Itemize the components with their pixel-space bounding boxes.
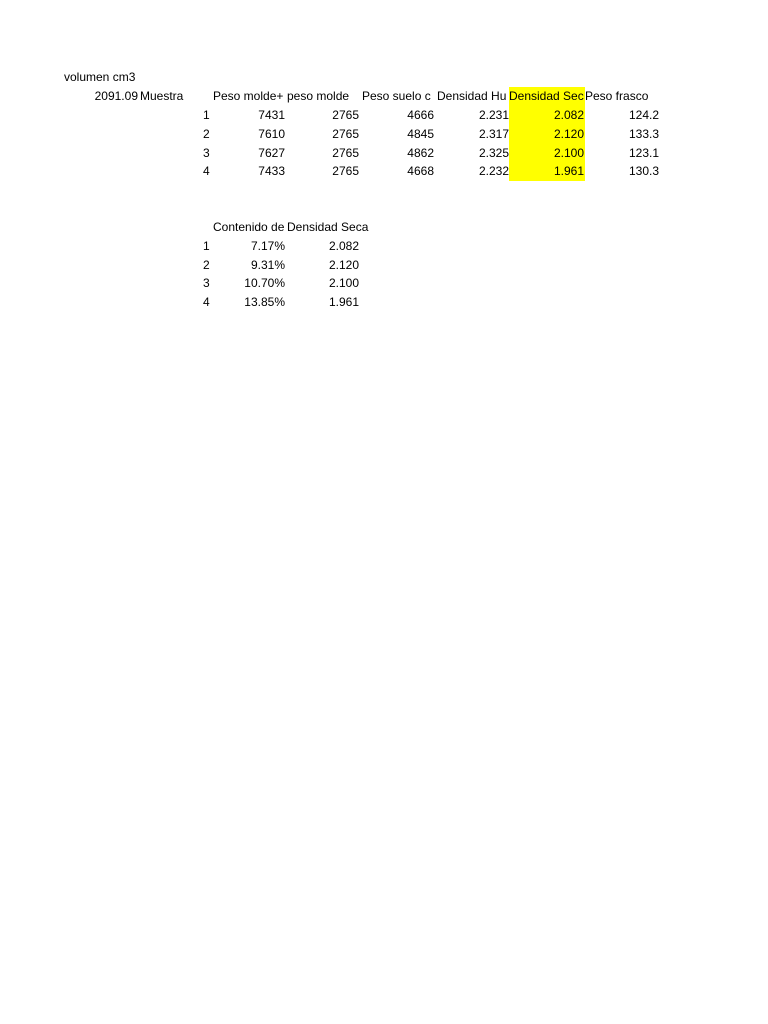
volume-value: 2091.09 bbox=[94, 89, 138, 103]
row-number: 1 bbox=[203, 108, 210, 122]
cell-densidad-humeda: 2.317 bbox=[478, 127, 509, 141]
cell-peso-suelo: 4668 bbox=[407, 164, 434, 178]
cell-contenido: 9.31% bbox=[250, 258, 285, 272]
row-number: 2 bbox=[203, 127, 210, 141]
header-peso-molde-mas: Peso molde+ bbox=[213, 89, 284, 103]
cell-peso-suelo: 4862 bbox=[407, 146, 434, 160]
cell-densidad-seca: 2.100 bbox=[509, 144, 585, 163]
cell-peso-frasco: 130.3 bbox=[628, 164, 659, 178]
cell-densidad-humeda: 2.325 bbox=[478, 146, 509, 160]
row-number: 4 bbox=[203, 295, 210, 309]
cell-peso-suelo: 4666 bbox=[407, 108, 434, 122]
cell-peso-molde: 2765 bbox=[332, 146, 359, 160]
header-densidad-seca-2: Densidad Seca bbox=[287, 220, 369, 234]
cell-peso-molde: 2765 bbox=[332, 108, 359, 122]
cell-densidad-seca-2: 2.100 bbox=[328, 276, 359, 290]
cell-peso-molde: 2765 bbox=[332, 164, 359, 178]
cell-peso-molde-mas: 7610 bbox=[258, 127, 285, 141]
cell-peso-molde: 2765 bbox=[332, 127, 359, 141]
sample-label: Muestra bbox=[140, 89, 184, 103]
cell-contenido: 13.85% bbox=[244, 295, 285, 309]
row-number: 3 bbox=[203, 276, 210, 290]
row-number: 3 bbox=[203, 146, 210, 160]
cell-densidad-seca: 2.082 bbox=[509, 106, 585, 125]
header-densidad-seca: Densidad Sec bbox=[509, 87, 585, 106]
header-peso-frasco: Peso frasco bbox=[585, 89, 649, 103]
cell-peso-frasco: 133.3 bbox=[628, 127, 659, 141]
volume-label: volumen cm3 bbox=[64, 70, 136, 84]
cell-peso-frasco: 123.1 bbox=[628, 146, 659, 160]
cell-peso-molde-mas: 7431 bbox=[258, 108, 285, 122]
cell-peso-suelo: 4845 bbox=[407, 127, 434, 141]
header-contenido: Contenido de bbox=[213, 220, 285, 234]
header-peso-molde: peso molde bbox=[287, 89, 350, 103]
cell-densidad-seca-2: 1.961 bbox=[328, 295, 359, 309]
cell-contenido: 10.70% bbox=[244, 276, 285, 290]
cell-densidad-seca-2: 2.120 bbox=[328, 258, 359, 272]
cell-peso-molde-mas: 7433 bbox=[258, 164, 285, 178]
cell-peso-molde-mas: 7627 bbox=[258, 146, 285, 160]
cell-peso-frasco: 124.2 bbox=[628, 108, 659, 122]
cell-densidad-humeda: 2.231 bbox=[478, 108, 509, 122]
cell-contenido: 7.17% bbox=[250, 239, 285, 253]
cell-densidad-seca-2: 2.082 bbox=[328, 239, 359, 253]
cell-densidad-humeda: 2.232 bbox=[478, 164, 509, 178]
row-number: 4 bbox=[203, 164, 210, 178]
header-densidad-humeda: Densidad Hu bbox=[437, 89, 507, 103]
row-number: 2 bbox=[203, 258, 210, 272]
row-number: 1 bbox=[203, 239, 210, 253]
cell-densidad-seca: 1.961 bbox=[509, 162, 585, 181]
cell-densidad-seca: 2.120 bbox=[509, 125, 585, 144]
header-peso-suelo: Peso suelo c bbox=[362, 89, 431, 103]
